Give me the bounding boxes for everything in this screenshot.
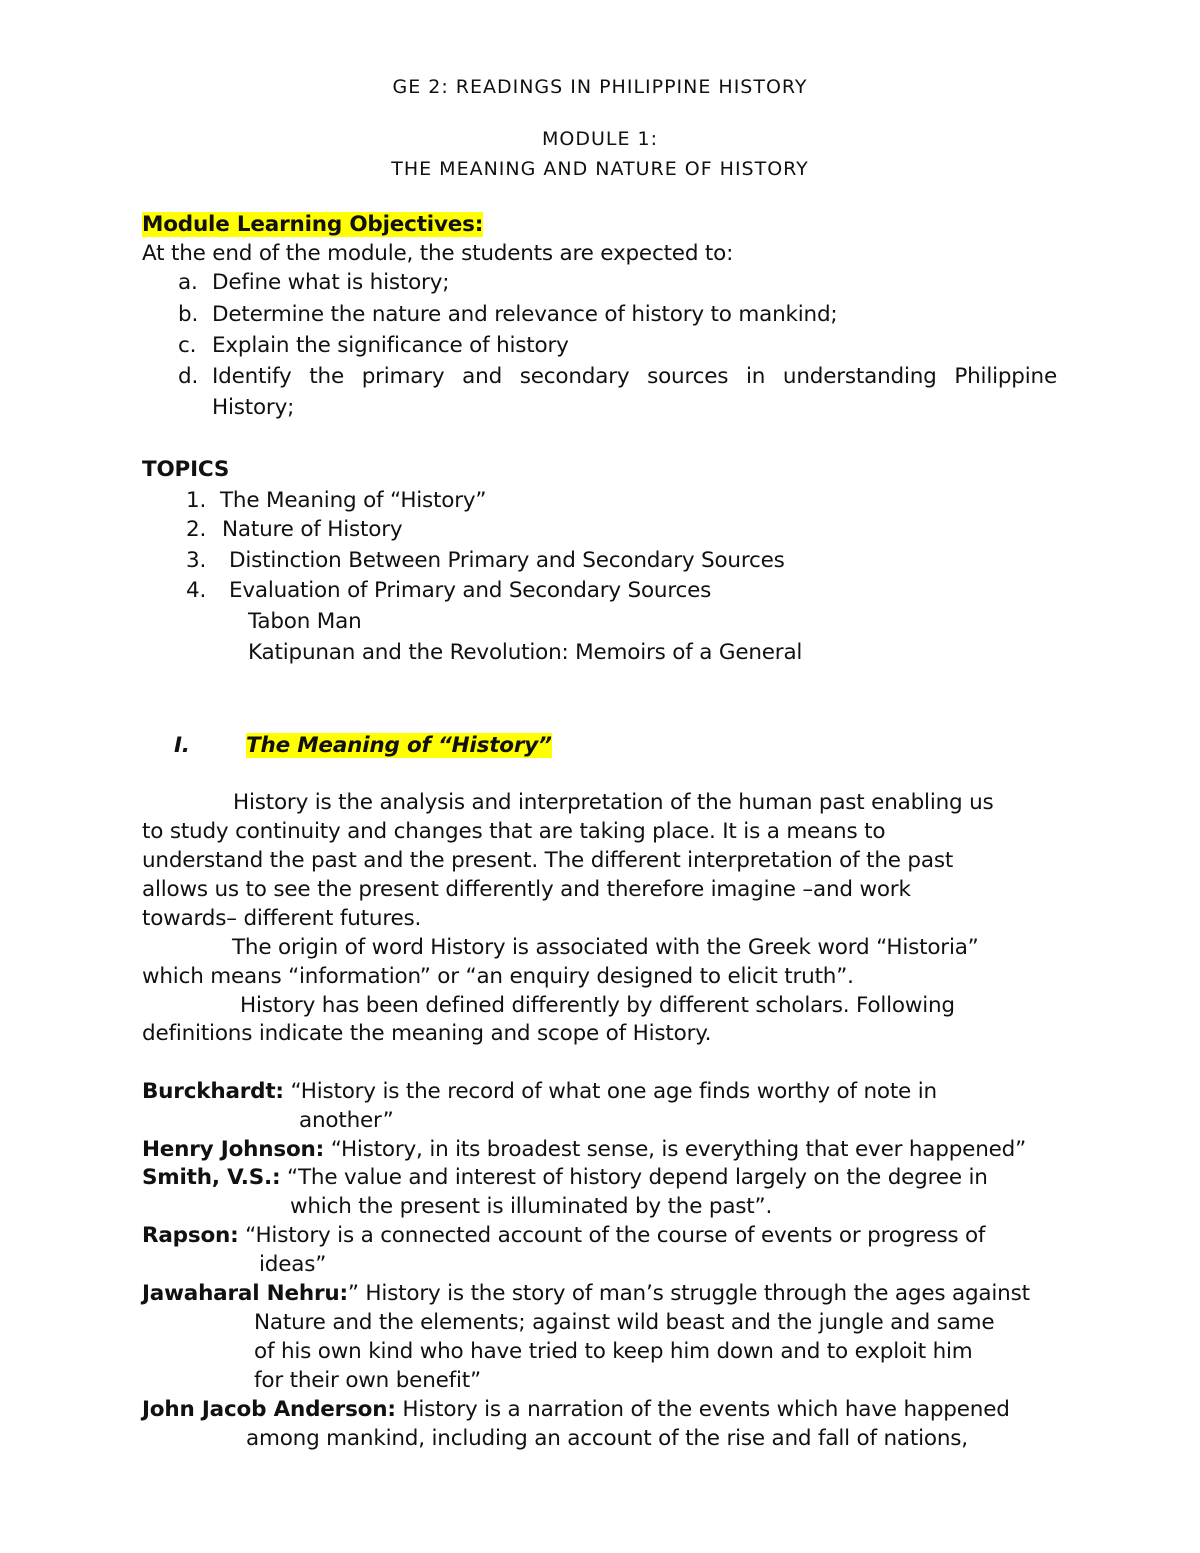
definition-continuation: for their own benefit” — [254, 1368, 481, 1393]
definition-smith — [142, 1165, 988, 1190]
definition-nehru — [142, 1281, 1030, 1306]
definition-continuation: Nature and the elements; against wild beast and the jungle and same — [254, 1310, 995, 1335]
topic-item: The Meaning of “History” — [220, 488, 487, 513]
definition-speaker: Rapson: — [142, 1223, 239, 1248]
definition-text: “History is a connected account of the course of events or progress of — [245, 1223, 986, 1248]
topic-marker: 3. — [186, 548, 207, 573]
definition-text: ” History is the story of man’s struggle through the ages against — [347, 1281, 1030, 1306]
objective-item-continuation: History; — [212, 395, 295, 420]
module-title: THE MEANING AND NATURE OF HISTORY — [391, 158, 809, 180]
objective-item: Identify the primary and secondary sources in understanding Philippine — [212, 364, 1057, 389]
section-numeral: I. — [174, 733, 190, 758]
definition-text: “History, in its broadest sense, is everything that ever happened” — [330, 1137, 1027, 1162]
topic-item: Nature of History — [222, 517, 403, 542]
objective-marker: c. — [178, 333, 197, 358]
objective-marker: b. — [178, 302, 199, 327]
definition-text: History is a narration of the events which have happened — [402, 1397, 1010, 1422]
definition-rapson — [142, 1223, 985, 1248]
definition-burckhardt — [142, 1079, 937, 1104]
topic-sub-item: Katipunan and the Revolution: Memoirs of a General — [248, 640, 803, 665]
paragraph-line: which means “information” or “an enquiry designed to elicit truth”. — [142, 964, 854, 989]
paragraph-line: definitions indicate the meaning and scope of History. — [142, 1021, 712, 1046]
definition-speaker: Burckhardt: — [142, 1079, 284, 1104]
course-title: GE 2: READINGS IN PHILIPPINE HISTORY — [392, 76, 808, 98]
definition-continuation: another” — [299, 1108, 394, 1133]
objective-item: Define what is history; — [212, 270, 450, 295]
topic-marker: 4. — [186, 578, 207, 603]
objectives-intro: At the end of the module, the students are expected to: — [142, 241, 734, 266]
topic-marker: 1. — [186, 488, 207, 513]
module-number: MODULE 1: — [541, 128, 658, 150]
definition-text: “History is the record of what one age finds worthy of note in — [290, 1079, 937, 1104]
paragraph-line: The origin of word History is associated with the Greek word “Historia” — [232, 935, 979, 960]
definition-continuation: among mankind, including an account of the rise and fall of nations, — [246, 1426, 968, 1451]
paragraph-line: towards– different futures. — [142, 906, 422, 931]
objective-marker: a. — [178, 270, 198, 295]
definition-continuation: which the present is illuminated by the past”. — [290, 1194, 773, 1219]
paragraph-line: understand the past and the present. The different interpretation of the past — [142, 848, 954, 873]
definition-speaker: Henry Johnson: — [142, 1137, 325, 1162]
definition-continuation: of his own kind who have tried to keep him down and to exploit him — [254, 1339, 973, 1364]
section-title: The Meaning of “History” — [246, 733, 552, 758]
topic-marker: 2. — [186, 517, 207, 542]
definition-anderson — [142, 1397, 1010, 1422]
definition-speaker: John Jacob Anderson: — [142, 1397, 396, 1422]
definition-speaker: Jawaharal Nehru: — [142, 1281, 348, 1306]
paragraph-line: History is the analysis and interpretation of the human past enabling us — [233, 790, 994, 815]
topic-item: Evaluation of Primary and Secondary Sources — [229, 578, 712, 603]
objectives-heading: Module Learning Objectives: — [142, 212, 484, 237]
paragraph-line: allows us to see the present differently and therefore imagine –and work — [142, 877, 911, 902]
definition-johnson — [142, 1137, 1026, 1162]
topics-heading: TOPICS — [142, 457, 230, 482]
objective-item: Explain the significance of history — [212, 333, 569, 358]
definition-text: “The value and interest of history depend largely on the degree in — [287, 1165, 988, 1190]
paragraph-line: to study continuity and changes that are taking place. It is a means to — [142, 819, 886, 844]
topic-item: Distinction Between Primary and Secondary Sources — [229, 548, 785, 573]
paragraph-line: History has been defined differently by different scholars. Following — [240, 993, 955, 1018]
definition-continuation: ideas” — [259, 1252, 327, 1277]
topic-sub-item: Tabon Man — [248, 609, 362, 634]
objective-item: Determine the nature and relevance of history to mankind; — [212, 302, 838, 327]
objective-marker: d. — [178, 364, 199, 389]
definition-speaker: Smith, V.S.: — [142, 1165, 281, 1190]
